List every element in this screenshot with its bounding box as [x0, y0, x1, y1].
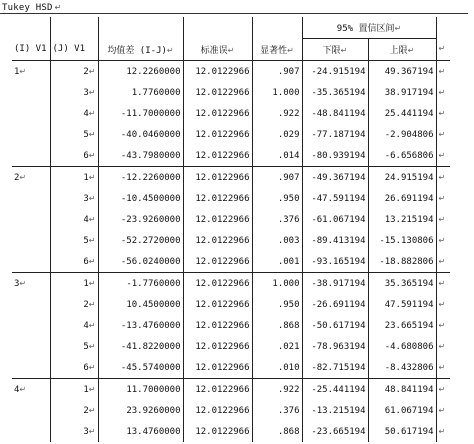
- cell-lower: -26.691194: [302, 294, 368, 315]
- header-cell-blank: [98, 17, 183, 39]
- table-row: [12, 103, 450, 124]
- row-end-mark: [436, 294, 450, 315]
- paragraph-mark: ↵: [438, 278, 446, 288]
- cell-std-err: 12.0122966: [183, 124, 252, 145]
- paragraph-mark: ↵: [88, 426, 96, 436]
- header-cell-blank: [183, 17, 252, 39]
- cell-lower: -78.963194: [302, 336, 368, 357]
- paragraph-mark: ↵: [88, 299, 96, 309]
- row-end-mark: [436, 230, 450, 251]
- cell-j: 1↵: [50, 379, 98, 401]
- paragraph-mark: ↵: [438, 426, 446, 436]
- cell-lower: -80.939194: [302, 145, 368, 167]
- row-end-mark: [436, 251, 450, 273]
- cell-sig: .907: [252, 61, 302, 83]
- cell-sig: .922: [252, 379, 302, 401]
- cell-mean-diff: 12.2260000: [98, 61, 183, 83]
- cell-j: 2↵: [50, 61, 98, 83]
- header-mean-diff: 均值差 (I-J)↵: [98, 39, 183, 61]
- cell-sig: .376: [252, 400, 302, 421]
- header-sig: 显著性↵: [252, 39, 302, 61]
- cell-upper: 48.841194: [368, 379, 436, 401]
- paragraph-mark: ↵: [438, 129, 446, 139]
- row-end-mark: [436, 124, 450, 145]
- cell-mean-diff: 11.7000000: [98, 379, 183, 401]
- paragraph-mark: ↵: [438, 214, 446, 224]
- header-cell-blank: [252, 17, 302, 39]
- cell-lower: -47.591194: [302, 188, 368, 209]
- cell-i: 2↵: [12, 167, 50, 189]
- cell-upper: 24.915194: [368, 167, 436, 189]
- cell-lower: -77.187194: [302, 124, 368, 145]
- paragraph-mark: ↵: [438, 87, 446, 97]
- cell-std-err: 12.0122966: [183, 294, 252, 315]
- cell-upper: 47.591194: [368, 294, 436, 315]
- cell-sig: .950: [252, 294, 302, 315]
- cell-j: 4↵: [50, 209, 98, 230]
- cell-upper: 13.215194: [368, 209, 436, 230]
- header-upper: 上限↵: [368, 39, 436, 61]
- cell-lower: -48.841194: [302, 103, 368, 124]
- cell-i: [12, 124, 50, 145]
- cell-sig: .021: [252, 336, 302, 357]
- cell-mean-diff: -43.7980000: [98, 145, 183, 167]
- row-end-mark: [436, 379, 450, 401]
- cell-i: [12, 357, 50, 379]
- paragraph-mark: ↵: [438, 66, 446, 76]
- cell-i: 3↵: [12, 273, 50, 295]
- paragraph-mark: ↵: [88, 129, 96, 139]
- title-rule: [0, 13, 468, 14]
- cell-upper: 38.917194: [368, 82, 436, 103]
- cell-sig: .907: [252, 167, 302, 189]
- cell-mean-diff: -41.8220000: [98, 336, 183, 357]
- cell-upper: 49.367194: [368, 61, 436, 83]
- paragraph-mark: ↵: [438, 235, 446, 245]
- paragraph-mark: ↵: [88, 108, 96, 118]
- cell-std-err: 12.0122966: [183, 82, 252, 103]
- cell-j: 5↵: [50, 230, 98, 251]
- paragraph-mark: ↵: [19, 66, 27, 76]
- paragraph-mark: ↵: [438, 362, 446, 372]
- cell-lower: -49.367194: [302, 167, 368, 189]
- cell-j: 3↵: [50, 188, 98, 209]
- table-row: [12, 230, 450, 251]
- table-row: [12, 379, 450, 401]
- cell-std-err: 12.0122966: [183, 336, 252, 357]
- paragraph-mark: ↵: [438, 256, 446, 266]
- cell-std-err: 12.0122966: [183, 209, 252, 230]
- cell-i: [12, 336, 50, 357]
- cell-std-err: 12.0122966: [183, 230, 252, 251]
- paragraph-mark: ↵: [287, 45, 294, 55]
- cell-mean-diff: -23.9260000: [98, 209, 183, 230]
- cell-upper: 25.441194: [368, 103, 436, 124]
- cell-j: 1↵: [50, 167, 98, 189]
- cell-i: [12, 209, 50, 230]
- header-row: [12, 39, 450, 61]
- cell-j: 5↵: [50, 336, 98, 357]
- row-end-mark: [436, 61, 450, 83]
- cell-i: 1↵: [12, 61, 50, 83]
- table-row: [12, 400, 450, 421]
- cell-i: [12, 188, 50, 209]
- paragraph-mark: ↵: [227, 45, 235, 55]
- cell-sig: .868: [252, 315, 302, 336]
- row-end-mark: [436, 17, 450, 39]
- header-j: (J) V1: [50, 39, 98, 61]
- cell-std-err: 12.0122966: [183, 273, 252, 295]
- paragraph-mark: ↵: [394, 24, 402, 33]
- cell-upper: -6.656806: [368, 145, 436, 167]
- cell-i: [12, 294, 50, 315]
- cell-lower: -38.917194: [302, 273, 368, 295]
- table-row: [12, 357, 450, 379]
- cell-mean-diff: 1.7760000: [98, 82, 183, 103]
- cell-upper: -8.432806: [368, 357, 436, 379]
- cell-lower: -93.165194: [302, 251, 368, 273]
- cell-sig: .003: [252, 230, 302, 251]
- cell-lower: -13.215194: [302, 400, 368, 421]
- paragraph-mark: ↵: [166, 45, 174, 55]
- table-row: [12, 167, 450, 189]
- cell-mean-diff: -40.0460000: [98, 124, 183, 145]
- paragraph-mark: ↵: [88, 66, 96, 76]
- row-end-mark: [436, 188, 450, 209]
- cell-i: [12, 82, 50, 103]
- header-cell-blank: [50, 17, 98, 39]
- cell-i: 4↵: [12, 379, 50, 401]
- cell-j: 1↵: [50, 273, 98, 295]
- paragraph-mark: ↵: [438, 193, 446, 203]
- paragraph-mark: ↵: [88, 150, 96, 160]
- paragraph-mark: ↵: [438, 172, 446, 182]
- cell-sig: .950: [252, 188, 302, 209]
- cell-i: [12, 145, 50, 167]
- cell-lower: -61.067194: [302, 209, 368, 230]
- cell-mean-diff: -11.7000000: [98, 103, 183, 124]
- paragraph-mark: ↵: [88, 256, 96, 266]
- cell-upper: 35.365194: [368, 273, 436, 295]
- cell-sig: 1.000: [252, 82, 302, 103]
- paragraph-mark: ↵: [438, 320, 446, 330]
- paragraph-mark: ↵: [88, 235, 96, 245]
- cell-upper: 61.067194: [368, 400, 436, 421]
- table-row: [12, 421, 450, 442]
- cell-mean-diff: 23.9260000: [98, 400, 183, 421]
- cell-lower: -89.413194: [302, 230, 368, 251]
- cell-std-err: 12.0122966: [183, 315, 252, 336]
- cell-std-err: 12.0122966: [183, 251, 252, 273]
- cell-upper: -15.130806: [368, 230, 436, 251]
- paragraph-mark: ↵: [54, 3, 62, 12]
- paragraph-mark: ↵: [88, 384, 96, 394]
- cell-upper: 26.691194: [368, 188, 436, 209]
- paragraph-mark: ↵: [19, 172, 27, 182]
- header-std-err: 标准误↵: [183, 39, 252, 61]
- table-row: [12, 294, 450, 315]
- header-i: (I) V1: [12, 39, 50, 61]
- cell-lower: -23.665194: [302, 421, 368, 442]
- cell-j: 4↵: [50, 315, 98, 336]
- cell-upper: -4.680806: [368, 336, 436, 357]
- table-row: [12, 315, 450, 336]
- cell-j: 6↵: [50, 357, 98, 379]
- header-cell-blank: [12, 17, 50, 39]
- table-row: [12, 336, 450, 357]
- cell-j: 4↵: [50, 103, 98, 124]
- cell-std-err: 12.0122966: [183, 61, 252, 83]
- cell-i: [12, 103, 50, 124]
- paragraph-mark: ↵: [88, 278, 96, 288]
- cell-std-err: 12.0122966: [183, 421, 252, 442]
- row-end-mark: [436, 209, 450, 230]
- paragraph-mark: ↵: [438, 299, 446, 309]
- cell-mean-diff: -12.2260000: [98, 167, 183, 189]
- cell-upper: 50.617194: [368, 421, 436, 442]
- cell-std-err: 12.0122966: [183, 145, 252, 167]
- cell-upper: -2.904806: [368, 124, 436, 145]
- cell-mean-diff: -52.2720000: [98, 230, 183, 251]
- cell-upper: 23.665194: [368, 315, 436, 336]
- cell-sig: 1.000: [252, 273, 302, 295]
- row-end-mark: [436, 400, 450, 421]
- paragraph-mark: ↵: [19, 384, 27, 394]
- cell-std-err: 12.0122966: [183, 400, 252, 421]
- cell-mean-diff: -13.4760000: [98, 315, 183, 336]
- table-row: [12, 188, 450, 209]
- cell-mean-diff: -10.4500000: [98, 188, 183, 209]
- cell-std-err: 12.0122966: [183, 357, 252, 379]
- paragraph-mark: ↵: [438, 384, 446, 394]
- header-ci: 95% 置信区间↵: [302, 17, 436, 39]
- cell-j: 2↵: [50, 400, 98, 421]
- cell-lower: -35.365194: [302, 82, 368, 103]
- row-end-mark: [436, 39, 450, 61]
- row-end-mark: [436, 103, 450, 124]
- table-row: [12, 61, 450, 83]
- paragraph-mark: ↵: [438, 44, 446, 54]
- cell-i: [12, 251, 50, 273]
- table-row: [12, 273, 450, 295]
- paragraph-mark: ↵: [438, 108, 446, 118]
- cell-sig: .014: [252, 145, 302, 167]
- cell-mean-diff: -56.0240000: [98, 251, 183, 273]
- table-title: [2, 3, 61, 13]
- row-end-mark: [436, 145, 450, 167]
- cell-mean-diff: -45.5740000: [98, 357, 183, 379]
- row-end-mark: [436, 357, 450, 379]
- paragraph-mark: ↵: [407, 46, 415, 55]
- cell-j: 3↵: [50, 82, 98, 103]
- paragraph-mark: ↵: [88, 341, 96, 351]
- paragraph-mark: ↵: [438, 150, 446, 160]
- paragraph-mark: ↵: [438, 405, 446, 415]
- cell-std-err: 12.0122966: [183, 379, 252, 401]
- cell-lower: -24.915194: [302, 61, 368, 83]
- table-row: [12, 209, 450, 230]
- cell-i: [12, 315, 50, 336]
- paragraph-mark: ↵: [438, 341, 446, 351]
- cell-std-err: 12.0122966: [183, 167, 252, 189]
- cell-upper: -18.882806: [368, 251, 436, 273]
- cell-lower: -25.441194: [302, 379, 368, 401]
- tukey-hsd-table: [12, 17, 450, 442]
- cell-sig: .922: [252, 103, 302, 124]
- cell-j: 5↵: [50, 124, 98, 145]
- header-lower: 下限↵: [302, 39, 368, 61]
- cell-i: [12, 421, 50, 442]
- cell-mean-diff: 10.4500000: [98, 294, 183, 315]
- row-end-mark: [436, 167, 450, 189]
- cell-sig: .010: [252, 357, 302, 379]
- cell-j: 6↵: [50, 251, 98, 273]
- paragraph-mark: ↵: [88, 362, 96, 372]
- cell-mean-diff: -1.7760000: [98, 273, 183, 295]
- paragraph-mark: ↵: [88, 87, 96, 97]
- paragraph-mark: ↵: [88, 214, 96, 224]
- paragraph-mark: ↵: [19, 278, 27, 288]
- cell-j: 6↵: [50, 145, 98, 167]
- paragraph-mark: ↵: [340, 46, 348, 55]
- title-text: Tukey HSD: [2, 3, 53, 13]
- row-end-mark: [436, 82, 450, 103]
- row-end-mark: [436, 315, 450, 336]
- cell-i: [12, 400, 50, 421]
- cell-lower: -82.715194: [302, 357, 368, 379]
- paragraph-mark: ↵: [88, 172, 96, 182]
- paragraph-mark: ↵: [88, 405, 96, 415]
- row-end-mark: [436, 273, 450, 295]
- cell-sig: .001: [252, 251, 302, 273]
- cell-mean-diff: 13.4760000: [98, 421, 183, 442]
- cell-j: 3↵: [50, 421, 98, 442]
- cell-sig: .868: [252, 421, 302, 442]
- cell-j: 2↵: [50, 294, 98, 315]
- paragraph-mark: ↵: [88, 320, 96, 330]
- cell-lower: -50.617194: [302, 315, 368, 336]
- cell-sig: .376: [252, 209, 302, 230]
- cell-sig: .029: [252, 124, 302, 145]
- table-row: [12, 145, 450, 167]
- cell-std-err: 12.0122966: [183, 188, 252, 209]
- cell-i: [12, 230, 50, 251]
- table-row: [12, 124, 450, 145]
- table-row: [12, 82, 450, 103]
- table-row: [12, 251, 450, 273]
- row-end-mark: [436, 421, 450, 442]
- paragraph-mark: ↵: [88, 193, 96, 203]
- cell-std-err: 12.0122966: [183, 103, 252, 124]
- row-end-mark: [436, 336, 450, 357]
- header-row: [12, 17, 450, 39]
